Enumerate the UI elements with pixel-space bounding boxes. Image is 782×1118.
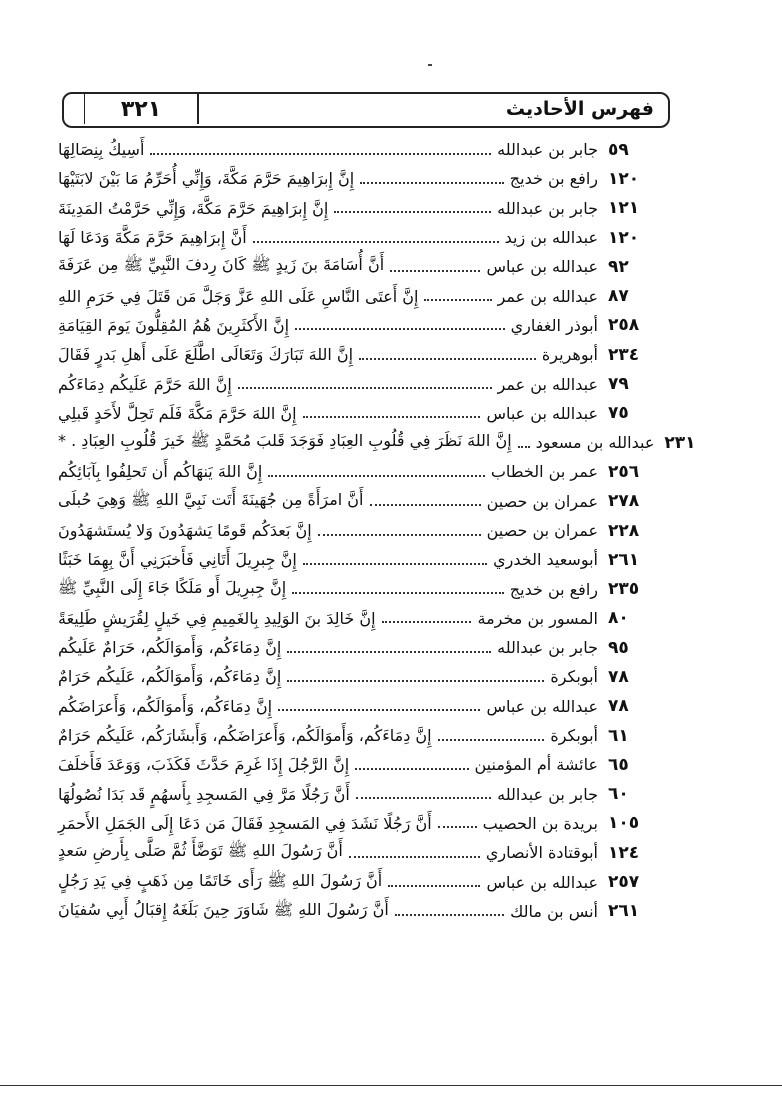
index-entry bbox=[58, 838, 670, 867]
narrator-name: أبوقتادة الأنصاري bbox=[485, 843, 598, 863]
leader-dots bbox=[295, 328, 505, 330]
entry-page-number: ٢٥٧ bbox=[608, 872, 640, 893]
index-entry bbox=[58, 516, 670, 545]
entry-page-number: ٢٦١ bbox=[608, 549, 640, 570]
leader-dots bbox=[318, 534, 481, 536]
index-entry bbox=[58, 809, 670, 838]
hadith-text: أَنَّ امرَأَةً مِن جُهَينَةَ أَتَت نَبِيَّ اللهِ ﷺ وَهِيَ حُبلَى bbox=[58, 489, 364, 509]
entry-page-number: ٦٠ bbox=[608, 784, 629, 805]
leader-dots bbox=[438, 739, 545, 741]
hadith-text: إِنَّ جِبرِيلَ أَتَانِي فَأَخبَرَنِي أَنَّ بِهِمَا خَبَثًا bbox=[58, 550, 297, 570]
index-entry bbox=[58, 311, 670, 340]
hadith-text: أَنَّ رَجُلًا مَرَّ فِي المَسجِدِ بِأَسهُمٍ قَد بَدَا نُصُولُهَا bbox=[58, 784, 350, 804]
narrator-name: عمران بن حصين bbox=[486, 491, 598, 511]
hadith-text: إِنَّ اللهَ حَرَّمَ مَكَّةَ فَلَم تَحِلَّ لأَحَدٍ قَبلِي bbox=[58, 403, 297, 423]
leader-dots bbox=[390, 270, 480, 272]
hadith-text: إِنَّ اللهَ يَنهَاكُم أَن تَحلِفُوا بِآبَائِكُم bbox=[58, 462, 263, 482]
entry-page-number: ٢٣١ bbox=[664, 432, 696, 453]
page-number: ٣٢١ bbox=[84, 94, 199, 124]
leader-dots bbox=[238, 387, 492, 389]
hadith-text: أَنَّ أُسَامَةَ بنَ زَيدٍ ﷺ كَانَ رِدفَ النَّبِيِّ ﷺ مِن عَرَفَةَ bbox=[58, 255, 385, 275]
entry-page-number: ٢٧٨ bbox=[608, 491, 640, 512]
index-entry bbox=[58, 164, 670, 193]
leader-dots bbox=[287, 680, 544, 682]
narrator-name: أبوبكرة bbox=[550, 726, 598, 746]
hadith-text: أَنَّ رَجُلًا نَشَدَ فِي المَسجِدِ فَقَالَ مَن دَعَا إِلَى الجَمَلِ الأَحمَرِ bbox=[58, 813, 432, 833]
entry-page-number: ٩٢ bbox=[608, 256, 629, 277]
narrator-name: عبدالله بن مسعود bbox=[535, 433, 655, 453]
entry-page-number: ٢٥٦ bbox=[608, 461, 640, 482]
leader-dots bbox=[292, 592, 504, 594]
narrator-name: عبدالله بن عباس bbox=[486, 872, 598, 892]
index-entry bbox=[58, 574, 670, 603]
index-entry bbox=[58, 223, 670, 252]
leader-dots bbox=[359, 358, 536, 360]
leader-dots bbox=[424, 299, 491, 301]
narrator-name: عبدالله بن عباس bbox=[486, 403, 598, 423]
narrator-name: رافع بن خديج bbox=[509, 169, 598, 189]
index-entry bbox=[58, 135, 670, 164]
bottom-rule bbox=[0, 1085, 782, 1086]
entry-page-number: ٧٥ bbox=[608, 403, 629, 424]
narrator-name: عبدالله بن زيد bbox=[504, 228, 598, 248]
leader-dots bbox=[395, 914, 504, 916]
index-entry bbox=[58, 545, 670, 574]
index-entry bbox=[58, 604, 670, 633]
hadith-text: إِنَّ أَعتَى النَّاسِ عَلَى اللهِ عَزَّ وَجَلَّ مَن قَتَلَ فِي حَرَمِ اللهِ bbox=[58, 286, 419, 306]
narrator-name: جابر بن عبدالله bbox=[497, 784, 598, 804]
narrator-name: عبدالله بن عمر bbox=[497, 374, 598, 394]
leader-dots bbox=[278, 709, 480, 711]
leader-dots bbox=[287, 651, 491, 653]
entry-page-number: ١٢٠ bbox=[608, 227, 640, 248]
page-header bbox=[62, 92, 666, 126]
index-entry bbox=[58, 457, 670, 486]
hadith-text: إِنَّ خَالِدَ بنَ الوَلِيدِ بِالغَمِيمِ فِي خَيلٍ لِقُرَيشٍ طَلِيعَةً bbox=[58, 608, 376, 628]
leader-dots bbox=[438, 826, 477, 828]
hadith-text: أَنَّ إِبرَاهِيمَ حَرَّمَ مَكَّةَ وَدَعَا لَهَا bbox=[58, 228, 247, 248]
narrator-name: عائشة أم المؤمنين bbox=[474, 755, 598, 775]
entry-page-number: ٢٥٨ bbox=[608, 315, 640, 336]
leader-dots bbox=[355, 768, 468, 770]
hadith-text: إِنَّ اللهَ حَرَّمَ عَلَيكُم دِمَاءَكُم bbox=[58, 374, 232, 394]
index-entry bbox=[58, 399, 670, 428]
hadith-index-list bbox=[58, 135, 696, 926]
entry-page-number: ١٠٥ bbox=[608, 813, 640, 834]
narrator-name: عبدالله بن عمر bbox=[497, 286, 598, 306]
index-entry bbox=[58, 633, 670, 662]
index-entry bbox=[58, 721, 670, 750]
entry-page-number: ١٢١ bbox=[608, 198, 640, 219]
entry-page-number: ٢٦١ bbox=[608, 901, 640, 922]
leader-dots bbox=[150, 153, 491, 155]
hadith-text: أَنَّ رَسُولَ اللهِ ﷺ رَأَى خَاتَمًا مِن ذَهَبٍ فِي يَدِ رَجُلٍ bbox=[58, 870, 383, 890]
entry-page-number: ١٢٠ bbox=[608, 168, 640, 189]
hadith-text: إِنَّ اللهَ نَظَرَ فِي قُلُوبِ العِبَادِ فَوَجَدَ قَلبَ مُحَمَّدٍ ﷺ خَيرَ قُلُوبِ العِبَادِ . * bbox=[58, 431, 512, 451]
narrator-name: جابر بن عبدالله bbox=[497, 638, 598, 658]
entry-page-number: ٧٨ bbox=[608, 666, 629, 687]
hadith-text: أَنَّ رَسُولَ اللهِ ﷺ شَاوَرَ حِينَ بَلَغَهُ إِقبَالُ أَبِي سُفيَانَ bbox=[58, 899, 389, 919]
entry-page-number: ٦٥ bbox=[608, 754, 629, 775]
narrator-name: أبوذر الغفاري bbox=[510, 315, 598, 335]
hadith-text: إِنَّ الأَكثَرِينَ هُمُ المُقِلُّونَ يَومَ القِيَامَةِ bbox=[58, 315, 290, 335]
index-entry bbox=[58, 867, 670, 896]
leader-dots bbox=[349, 856, 480, 858]
narrator-name: جابر بن عبدالله bbox=[497, 140, 598, 160]
index-entry bbox=[58, 369, 670, 398]
leader-dots bbox=[518, 446, 530, 448]
hadith-text: أَنَّ رَسُولَ اللهِ ﷺ تَوَضَّأَ ثُمَّ صَلَّى بِأَرضِ سَعدٍ bbox=[58, 841, 343, 861]
entry-page-number: ٨٠ bbox=[608, 608, 629, 629]
narrator-name: عبدالله بن عباس bbox=[486, 696, 598, 716]
index-entry bbox=[58, 487, 670, 516]
narrator-name: عبدالله بن عباس bbox=[486, 257, 598, 277]
hadith-text: إِنَّ دِمَاءَكُم، وَأَموَالَكُم، حَرَامٌ عَلَيكُم bbox=[58, 638, 282, 658]
index-entry bbox=[58, 252, 670, 281]
narrator-name: أبوسعيد الخدري bbox=[493, 550, 598, 570]
narrator-name: عمر بن الخطاب bbox=[490, 462, 598, 482]
index-entry bbox=[58, 780, 670, 809]
index-entry bbox=[58, 194, 670, 223]
hadith-text: إِنَّ دِمَاءَكُم، وَأَموَالَكُم، وَأَعرَاضَكُم، وَأَبشَارَكُم، عَلَيكُم حَرَامٌ bbox=[58, 726, 432, 746]
hadith-text: إِنَّ الرَّجُلَ إِذَا غَرِمَ حَدَّثَ فَكَذَبَ، وَوَعَدَ فَأَخلَفَ bbox=[58, 755, 350, 775]
entry-page-number: ٥٩ bbox=[608, 139, 629, 160]
entry-page-number: ٨٧ bbox=[608, 286, 629, 307]
hadith-text: إِنَّ دِمَاءَكُم، وَأَموَالَكُم، وَأَعرَاضَكُم bbox=[58, 696, 273, 716]
leader-dots bbox=[303, 563, 487, 565]
entry-page-number: ٢٣٥ bbox=[608, 579, 640, 600]
hadith-text: إِنَّ جِبرِيلَ أَو مَلَكًا جَاءَ إِلَى النَّبِيِّ ﷺ bbox=[58, 577, 287, 597]
hadith-text: إِنَّ بَعدَكُم قَومًا يَشهَدُونَ وَلا يُستَشهَدُونَ bbox=[58, 521, 312, 540]
index-entry bbox=[58, 897, 670, 926]
entry-page-number: ٩٥ bbox=[608, 637, 629, 658]
page-title: فهرس الأحاديث bbox=[505, 98, 654, 120]
leader-dots bbox=[268, 475, 485, 477]
entry-page-number: ٢٣٤ bbox=[608, 344, 640, 365]
index-entry bbox=[58, 692, 670, 721]
hadith-text: إِنَّ دِمَاءَكُم، وَأَموَالَكُم، عَلَيكُم حَرَامٌ bbox=[58, 667, 282, 687]
entry-page-number: ١٢٤ bbox=[608, 842, 640, 863]
leader-dots bbox=[253, 241, 499, 243]
entry-page-number: ٦١ bbox=[608, 725, 629, 746]
narrator-name: أنس بن مالك bbox=[510, 901, 598, 921]
index-entry bbox=[58, 662, 670, 691]
leader-dots bbox=[303, 416, 481, 418]
leader-dots bbox=[360, 182, 504, 184]
index-entry bbox=[58, 750, 670, 779]
narrator-name: رافع بن خديج bbox=[509, 579, 598, 599]
leader-dots bbox=[356, 797, 491, 799]
narrator-name: أبوبكرة bbox=[550, 667, 598, 687]
leader-dots bbox=[382, 621, 472, 623]
index-entry bbox=[58, 281, 670, 310]
narrator-name: جابر بن عبدالله bbox=[497, 198, 598, 218]
index-entry bbox=[58, 340, 670, 369]
hadith-text: إِنَّ إِبرَاهِيمَ حَرَّمَ مَكَّةَ، وَإِنِّي حَرَّمْتُ المَدِينَةَ bbox=[58, 198, 329, 218]
entry-page-number: ٧٩ bbox=[608, 374, 629, 395]
narrator-name: أبوهريرة bbox=[541, 345, 598, 365]
leader-dots bbox=[388, 885, 480, 887]
leader-dots bbox=[370, 504, 481, 506]
entry-page-number: ٢٢٨ bbox=[608, 520, 640, 541]
narrator-name: المسور بن مخرمة bbox=[477, 608, 598, 628]
narrator-name: بريدة بن الحصيب bbox=[482, 813, 598, 833]
hadith-text: أَسِيكُ بِنِصَالِهَا bbox=[58, 140, 145, 160]
narrator-name: عمران بن حصين bbox=[486, 521, 598, 540]
ink-speck bbox=[428, 64, 432, 66]
index-entry bbox=[58, 428, 696, 457]
leader-dots bbox=[334, 211, 491, 213]
hadith-text: إِنَّ اللهَ تَبَارَكَ وَتَعَالَى اطَّلَعَ عَلَى أَهلِ بَدرٍ فَقَالَ bbox=[58, 345, 354, 365]
entry-page-number: ٧٨ bbox=[608, 696, 629, 717]
hadith-text: إِنَّ إِبرَاهِيمَ حَرَّمَ مَكَّةَ، وَإِنِّي أُحَرِّمُ مَا بَيْنَ لابَتَيْهَا bbox=[58, 169, 355, 189]
